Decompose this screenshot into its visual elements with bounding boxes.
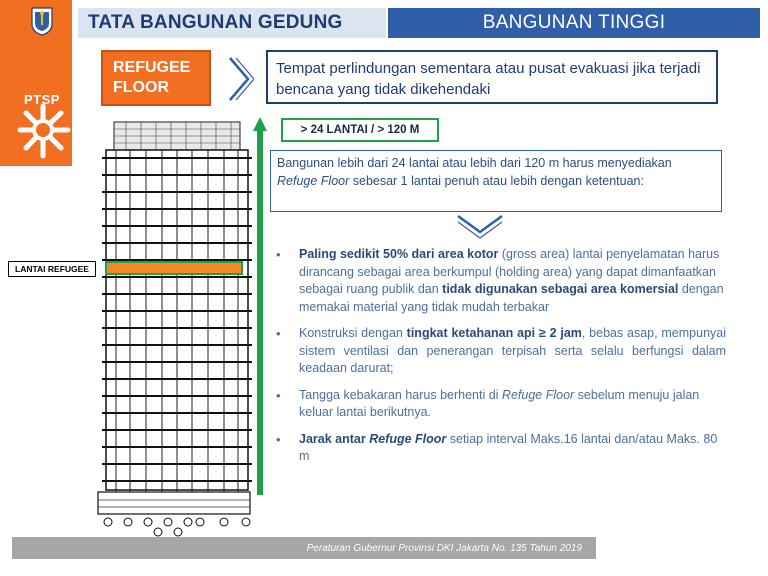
bullet-1-bold: Paling sedikit 50% dari area kotor	[299, 247, 499, 261]
topic-title: BANGUNAN TINGGI	[482, 12, 666, 33]
header-right-bar	[388, 8, 760, 38]
list-item	[272, 325, 726, 378]
header-left-bar	[78, 8, 386, 38]
definition-text: Tempat perlindungan sementara atau pusat evakuasi jika terjadi bencana yang tidak dikehendaki	[276, 60, 701, 98]
bullet-1-text-2: dengan memakai material yang tidak mudah terbakar	[299, 282, 724, 314]
lantai-refugee-label: LANTAI REFUGEE	[8, 261, 96, 277]
bullet-4-bold-italic: Refuge Floor	[369, 431, 447, 446]
requirement-text-post: sebesar 1 lantai penuh atau lebih dengan ketentuan:	[349, 174, 644, 188]
refugee-label-line2: FLOOR	[113, 79, 169, 96]
chevron-right-icon	[226, 56, 254, 102]
refugee-floor-label-box	[101, 50, 211, 106]
dki-jakarta-emblem-icon	[30, 6, 54, 36]
bullet-2-text: Konstruksi dengan	[299, 326, 407, 340]
building-elevation-drawing	[96, 120, 258, 540]
bullet-1-bold-2: tidak digunakan sebagai area komersial	[442, 282, 679, 296]
refugee-label-line1: REFUGEE	[113, 59, 191, 76]
bullet-4-bold: Jarak antar	[299, 431, 370, 446]
height-criteria-text: > 24 LANTAI / > 120 M	[300, 124, 420, 136]
provisions-list	[272, 246, 726, 475]
section-title: TATA BANGUNAN GEDUNG	[88, 12, 343, 33]
list-item	[272, 246, 726, 316]
chevron-down-icon	[456, 214, 504, 240]
requirement-text-pre: Bangunan lebih dari 24 lantai atau lebih dari 120 m harus menyediakan	[277, 156, 672, 170]
requirement-text	[277, 154, 715, 190]
ptsp-logo-text: PTSP	[24, 92, 60, 107]
bullet-2-bold: tingkat ketahanan api ≥ 2 jam	[406, 326, 582, 340]
definition-box	[266, 50, 718, 104]
sidebar-strip	[0, 0, 72, 166]
list-item	[272, 431, 726, 466]
bullet-3-italic: Refuge Floor	[501, 387, 575, 402]
bullet-4-text: setiap interval Maks.16 lantai dan/atau Maks. 80 m	[299, 431, 718, 463]
bullet-1-text: (gross area) lantai penyelamatan harus dirancang sebagai area berkumpul (holding area) yang dapat dimanfaatkan sebagai ruang publik dan	[299, 247, 720, 296]
requirement-text-italic: Refuge Floor	[277, 174, 350, 188]
requirement-box	[270, 150, 722, 212]
height-arrow-icon	[253, 117, 267, 495]
bullet-3-text: Tangga kebakaran harus berhenti di	[299, 387, 502, 402]
ptsp-sun-logo-icon	[14, 100, 72, 160]
bullet-2-text-2: , bebas asap, mempunyai sistem ventilasi dan penerangan terpisah serta selalu berfungsi dalam keadaan darurat;	[299, 326, 727, 375]
height-criteria-badge	[281, 118, 439, 142]
list-item	[272, 387, 726, 422]
footer-citation: Peraturan Gubernur Provinsi DKI Jakarta No. 135 Tahun 2019	[306, 542, 582, 554]
footer-bar	[12, 537, 596, 559]
bullet-3-text-2: sebelum menuju jalan keluar lantai berikutnya.	[299, 387, 700, 419]
